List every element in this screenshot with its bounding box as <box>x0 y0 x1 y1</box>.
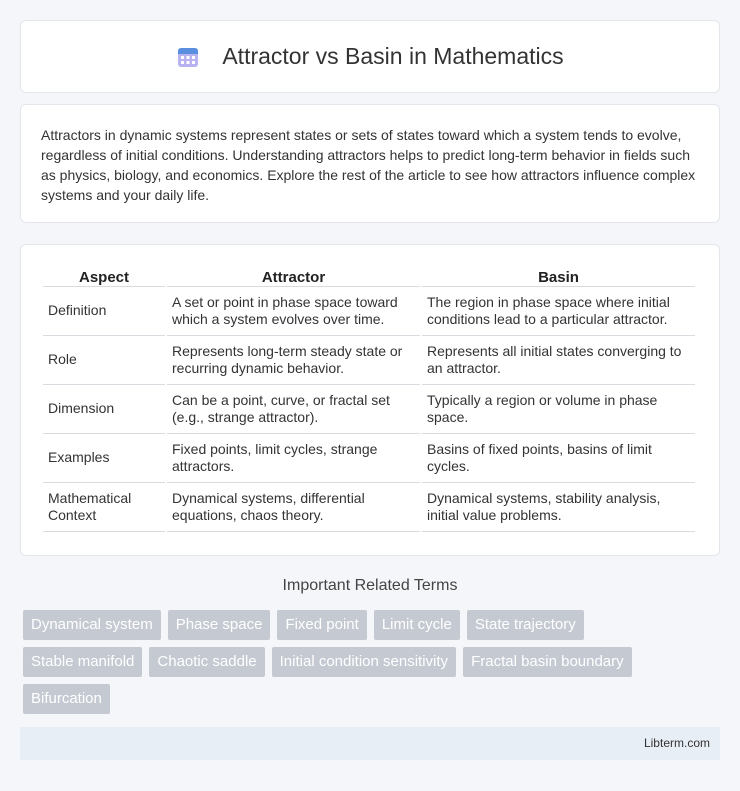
header-card <box>20 20 720 93</box>
cell-basin: Typically a region or volume in phase space. <box>422 385 695 434</box>
table-row <box>43 336 695 385</box>
table-row <box>43 287 695 336</box>
intro-text: Attractors in dynamic systems represent states or sets of states toward which a system tends to evolve, regardless of initial conditions. Understanding attractors helps to predict long-term behavior in fields such as physics, biology, and economics. Explore the rest of the article to see how attractors influence complex systems and your daily life. <box>41 127 696 203</box>
cell-aspect: Examples <box>43 434 165 483</box>
cell-aspect: Dimension <box>43 385 165 434</box>
related-term-tag[interactable]: Phase space <box>168 610 271 640</box>
cell-attractor: Can be a point, curve, or fractal set (e.g., strange attractor). <box>167 385 420 434</box>
cell-aspect: Role <box>43 336 165 385</box>
related-term-tag[interactable]: Fixed point <box>277 610 366 640</box>
intro-card <box>20 104 720 223</box>
related-term-tag[interactable]: Limit cycle <box>374 610 460 640</box>
related-terms-list <box>23 610 703 721</box>
table-row <box>43 434 695 483</box>
cell-attractor: A set or point in phase space toward which a system evolves over time. <box>167 287 420 336</box>
header-attractor: Attractor <box>167 267 420 287</box>
footer <box>20 727 720 760</box>
related-terms-title: Important Related Terms <box>282 577 458 594</box>
related-term-tag[interactable]: Dynamical system <box>23 610 161 640</box>
page-title: Attractor vs Basin in Mathematics <box>222 43 564 69</box>
comparison-table <box>41 267 697 532</box>
comparison-card <box>20 244 720 556</box>
header-aspect: Aspect <box>43 267 165 287</box>
table-row <box>43 483 695 532</box>
cell-attractor: Fixed points, limit cycles, strange attractors. <box>167 434 420 483</box>
footer-site-link[interactable]: Libterm.com <box>643 736 710 750</box>
cell-basin: Represents all initial states converging to an attractor. <box>422 336 695 385</box>
cell-basin: The region in phase space where initial conditions lead to a particular attractor. <box>422 287 695 336</box>
table-row <box>43 385 695 434</box>
related-term-tag[interactable]: Stable manifold <box>23 647 142 677</box>
cell-basin: Dynamical systems, stability analysis, initial value problems. <box>422 483 695 532</box>
header-basin: Basin <box>422 267 695 287</box>
cell-attractor: Dynamical systems, differential equations, chaos theory. <box>167 483 420 532</box>
cell-aspect: Mathematical Context <box>43 483 165 532</box>
table-header-row <box>43 267 695 287</box>
cell-aspect: Definition <box>43 287 165 336</box>
cell-attractor: Represents long-term steady state or recurring dynamic behavior. <box>167 336 420 385</box>
cell-basin: Basins of fixed points, basins of limit cycles. <box>422 434 695 483</box>
related-term-tag[interactable]: Initial condition sensitivity <box>272 647 456 677</box>
calendar-icon <box>176 45 200 69</box>
related-term-tag[interactable]: Fractal basin boundary <box>463 647 632 677</box>
related-term-tag[interactable]: Chaotic saddle <box>149 647 264 677</box>
related-term-tag[interactable]: State trajectory <box>467 610 584 640</box>
related-term-tag[interactable]: Bifurcation <box>23 684 110 714</box>
